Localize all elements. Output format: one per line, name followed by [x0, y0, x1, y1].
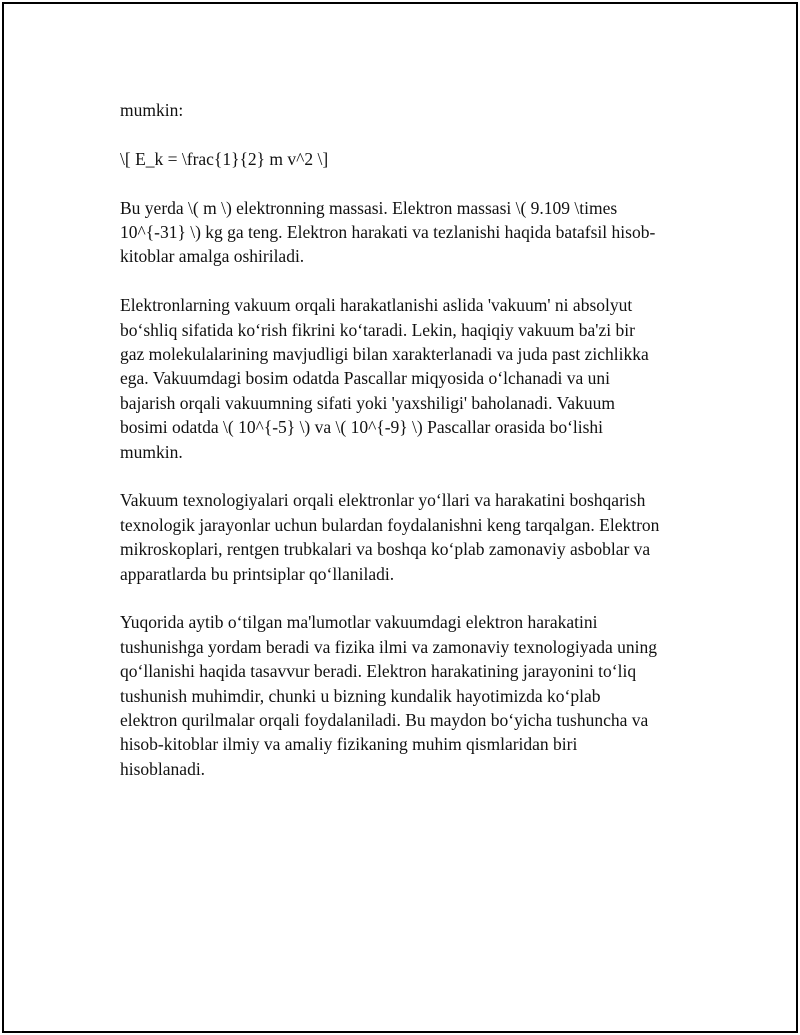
text-line: qo‘llanishi haqida tasavvur beradi. Elektron harakatining jarayonini to‘liq — [120, 661, 637, 682]
paragraph-vacuum — [120, 293, 690, 464]
text-line: tushunishga yordam beradi va fizika ilmi va zamonaviy texnologiyada uning — [120, 636, 658, 657]
formula-line: \[ E_k = \frac{1}{2} m v^2 \] — [120, 148, 329, 169]
text-line: gaz molekulalarining mavjudligi bilan xarakterlanadi va juda past zichlikka — [120, 344, 649, 365]
text-line: elektron qurilmalar orqali foydalaniladi. Bu maydon bo‘yicha tushuncha va — [120, 710, 649, 731]
paragraph-electron-mass — [120, 196, 690, 269]
text-line: apparatlarda bu printsiplar qo‘llaniladi. — [120, 563, 395, 584]
text-line: tushunish muhimdir, chunki u bizning kundalik hayotimizda ko‘plab — [120, 685, 601, 706]
text-line: mumkin. — [120, 441, 183, 462]
paragraph-continuation — [120, 98, 690, 122]
text-line: Elektronlarning vakuum orqali harakatlanishi aslida 'vakuum' ni absolyut — [120, 295, 633, 316]
text-line: Vakuum texnologiyalari orqali elektronlar yo‘llari va harakatini boshqarish — [120, 490, 646, 511]
paragraph-conclusion — [120, 610, 690, 781]
paragraph-formula — [120, 147, 690, 171]
text-line: 10^{-31} \) kg ga teng. Elektron harakati va tezlanishi haqida batafsil hisob- — [120, 222, 656, 242]
document-body — [120, 98, 690, 806]
document-page — [2, 2, 798, 1033]
text-line: Yuqorida aytib o‘tilgan ma'lumotlar vakuumdagi elektron harakatini — [120, 612, 598, 633]
text-line: texnologik jarayonlar uchun bulardan foydalanishni keng tarqalgan. Elektron — [120, 514, 660, 535]
text-line: bajarish orqali vakuumning sifati yoki 'yaxshiligi' baholanadi. Vakuum — [120, 392, 615, 413]
text-line: hisob-kitoblar ilmiy va amaliy fizikaning muhim qismlaridan biri — [120, 734, 578, 755]
text-line: kitoblar amalga oshiriladi. — [120, 246, 305, 267]
text-line: mikroskoplari, rentgen trubkalari va boshqa ko‘plab zamonaviy asboblar va — [120, 539, 651, 560]
text-line: bo‘shliq sifatida ko‘rish fikrini ko‘taradi. Lekin, haqiqiy vakuum ba'zi bir — [120, 319, 635, 340]
text-line: ega. Vakuumdagi bosim odatda Pascallar miqyosida o‘lchanadi va uni — [120, 368, 611, 389]
paragraph-vacuum-technology — [120, 488, 690, 586]
text-line: bosimi odatda \( 10^{-5} \) va \( 10^{-9} \) Pascallar orasida bo‘lishi — [120, 417, 604, 438]
text-line: Bu yerda \( m \) elektronning massasi. Elektron massasi \( 9.109 \times — [120, 197, 618, 218]
text-line: mumkin: — [120, 100, 184, 120]
text-line: hisoblanadi. — [120, 758, 206, 779]
